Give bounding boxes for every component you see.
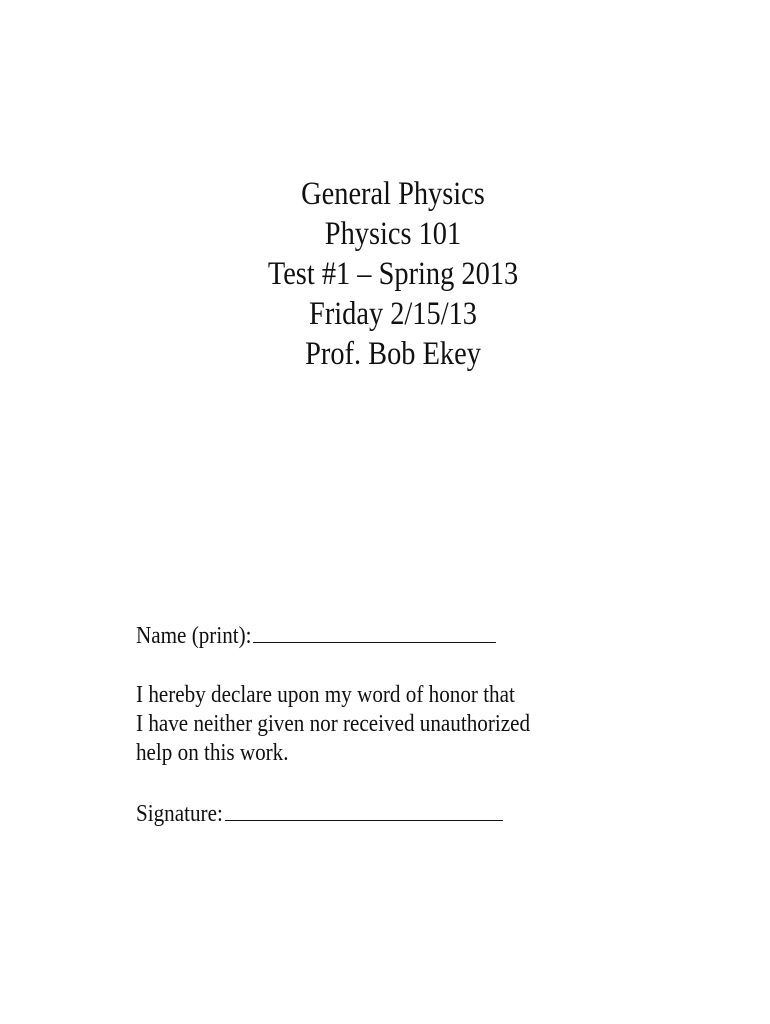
course-title: General Physics [301, 176, 485, 212]
declaration-line: I have neither given nor received unauthorized [136, 711, 531, 737]
test-date: Friday 2/15/13 [309, 296, 477, 332]
student-form [136, 620, 696, 829]
name-row [136, 620, 629, 651]
test-title: Test #1 – Spring 2013 [267, 256, 519, 292]
exam-title-block [0, 174, 770, 374]
declaration-line: help on this work. [136, 740, 289, 766]
professor-name: Prof. Bob Ekey [305, 336, 481, 372]
name-blank-line[interactable] [253, 620, 496, 643]
signature-row [136, 798, 629, 829]
name-label: Name (print): [136, 623, 252, 649]
declaration-line: I hereby declare upon my word of honor that [136, 682, 515, 708]
honor-declaration [136, 681, 696, 768]
signature-blank-line[interactable] [225, 798, 503, 821]
course-number: Physics 101 [324, 216, 462, 252]
signature-label: Signature: [136, 801, 223, 827]
